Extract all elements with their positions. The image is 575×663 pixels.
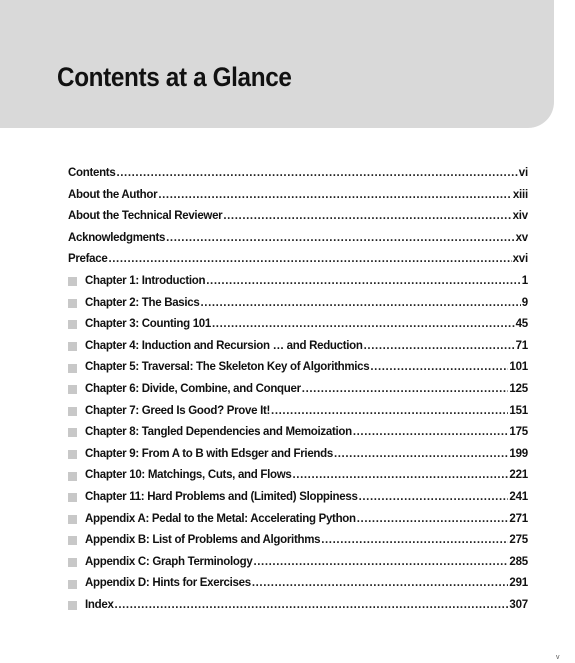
toc-entry-label: About the Author <box>68 188 158 201</box>
toc-entry-page: xv <box>515 231 528 244</box>
toc-entry-about-the-technical-reviewer[interactable] <box>68 206 528 228</box>
toc-entry-appendix-d[interactable] <box>68 573 528 595</box>
toc-entry-page: 307 <box>509 598 528 611</box>
toc-entry-page: xiv <box>512 210 528 223</box>
toc-entry-page: 9 <box>521 296 528 309</box>
dot-leader <box>108 249 511 271</box>
toc-entry-page: 1 <box>521 274 528 287</box>
toc-entry-contents[interactable] <box>68 163 528 185</box>
page-title: Contents at a Glance <box>57 62 292 92</box>
toc-entry-chapter-7[interactable] <box>68 401 528 423</box>
dot-leader <box>223 206 511 228</box>
bullet-square-icon <box>68 342 77 351</box>
bullet-square-icon <box>68 364 77 373</box>
bullet-square-icon <box>68 407 77 416</box>
toc-entry-label: Chapter 8: Tangled Dependencies and Memoization <box>85 426 352 439</box>
toc-entry-label: Acknowledgments <box>68 231 166 244</box>
dot-leader <box>115 595 509 617</box>
table-of-contents <box>68 163 528 616</box>
page-folio: v <box>556 654 560 661</box>
toc-entry-appendix-a[interactable] <box>68 509 528 531</box>
toc-entry-label: Chapter 11: Hard Problems and (Limited) Sloppiness <box>85 490 358 503</box>
toc-entry-label: Appendix B: List of Problems and Algorithms <box>85 534 321 547</box>
bullet-square-icon <box>68 601 77 610</box>
toc-entry-page: 221 <box>509 469 528 482</box>
toc-entry-label: Chapter 4: Induction and Recursion … and Reduction <box>85 339 363 352</box>
dot-leader <box>302 379 509 401</box>
toc-entry-appendix-b[interactable] <box>68 530 528 552</box>
bullet-square-icon <box>68 515 77 524</box>
bullet-square-icon <box>68 428 77 437</box>
toc-entry-chapter-2[interactable] <box>68 293 528 315</box>
toc-entry-chapter-11[interactable] <box>68 487 528 509</box>
dot-leader <box>370 357 508 379</box>
toc-entry-appendix-c[interactable] <box>68 552 528 574</box>
toc-entry-label: Contents <box>68 167 116 179</box>
toc-entry-label: Index <box>85 598 114 611</box>
dot-leader <box>253 552 508 574</box>
bullet-square-icon <box>68 450 77 459</box>
toc-entry-label: Chapter 2: The Basics <box>85 296 200 309</box>
toc-entry-page: 71 <box>515 339 528 352</box>
toc-entry-page: 151 <box>509 404 528 417</box>
toc-entry-label: Chapter 9: From A to B with Edsger and Friends <box>85 447 333 460</box>
dot-leader <box>359 487 509 509</box>
toc-entry-chapter-9[interactable] <box>68 444 528 466</box>
bullet-square-icon <box>68 320 77 329</box>
toc-entry-label: Appendix D: Hints for Exercises <box>85 577 251 590</box>
toc-entry-chapter-3[interactable] <box>68 314 528 336</box>
dot-leader <box>212 314 515 336</box>
dot-leader <box>357 509 509 531</box>
dot-leader <box>116 163 517 185</box>
toc-entry-page: 271 <box>509 512 528 525</box>
toc-entry-label: Chapter 6: Divide, Combine, and Conquer <box>85 382 301 395</box>
toc-entry-page: 291 <box>509 577 528 590</box>
toc-entry-about-the-author[interactable] <box>68 185 528 207</box>
dot-leader <box>252 573 509 595</box>
toc-entry-label: Chapter 5: Traversal: The Skeleton Key of Algorithmics <box>85 361 370 374</box>
bullet-square-icon <box>68 472 77 481</box>
toc-entry-label: Preface <box>68 253 108 266</box>
bullet-square-icon <box>68 299 77 308</box>
toc-entry-page: xiii <box>512 188 528 201</box>
dot-leader <box>271 401 508 423</box>
toc-entry-chapter-5[interactable] <box>68 357 528 379</box>
toc-entry-page: 275 <box>509 534 528 547</box>
toc-entry-chapter-8[interactable] <box>68 422 528 444</box>
bullet-square-icon <box>68 277 77 286</box>
dot-leader <box>158 185 512 207</box>
toc-entry-page: 199 <box>509 447 528 460</box>
dot-leader <box>334 444 508 466</box>
toc-entry-label: Appendix A: Pedal to the Metal: Accelerating Python <box>85 512 356 525</box>
bullet-square-icon <box>68 385 77 394</box>
bullet-square-icon <box>68 580 77 589</box>
bullet-square-icon <box>68 536 77 545</box>
toc-entry-chapter-6[interactable] <box>68 379 528 401</box>
toc-entry-label: Chapter 7: Greed Is Good? Prove It! <box>85 404 271 417</box>
dot-leader <box>201 293 521 315</box>
dot-leader <box>206 271 521 293</box>
toc-entry-chapter-4[interactable] <box>68 336 528 358</box>
toc-entry-index[interactable] <box>68 595 528 617</box>
toc-entry-page: 45 <box>515 318 528 331</box>
dot-leader <box>321 530 508 552</box>
bullet-square-icon <box>68 493 77 502</box>
toc-entry-page: 101 <box>509 361 528 374</box>
dot-leader <box>364 336 515 358</box>
toc-entry-label: About the Technical Reviewer <box>68 210 223 223</box>
toc-entry-acknowledgments[interactable] <box>68 228 528 250</box>
toc-entry-chapter-1[interactable] <box>68 271 528 293</box>
toc-entry-page: 175 <box>509 426 528 439</box>
bullet-square-icon <box>68 558 77 567</box>
toc-entry-page: 285 <box>509 555 528 568</box>
toc-entry-label: Chapter 3: Counting 101 <box>85 318 212 331</box>
toc-entry-page: vi <box>518 167 528 179</box>
dot-leader <box>166 228 514 250</box>
toc-entry-page: xvi <box>512 253 528 266</box>
toc-entry-page: 241 <box>509 490 528 503</box>
toc-entry-preface[interactable] <box>68 249 528 271</box>
dot-leader <box>293 465 509 487</box>
dot-leader <box>353 422 509 444</box>
toc-entry-label: Appendix C: Graph Terminology <box>85 555 253 568</box>
toc-entry-label: Chapter 1: Introduction <box>85 274 206 287</box>
toc-entry-chapter-10[interactable] <box>68 465 528 487</box>
toc-entry-label: Chapter 10: Matchings, Cuts, and Flows <box>85 469 292 482</box>
toc-entry-page: 125 <box>509 382 528 395</box>
